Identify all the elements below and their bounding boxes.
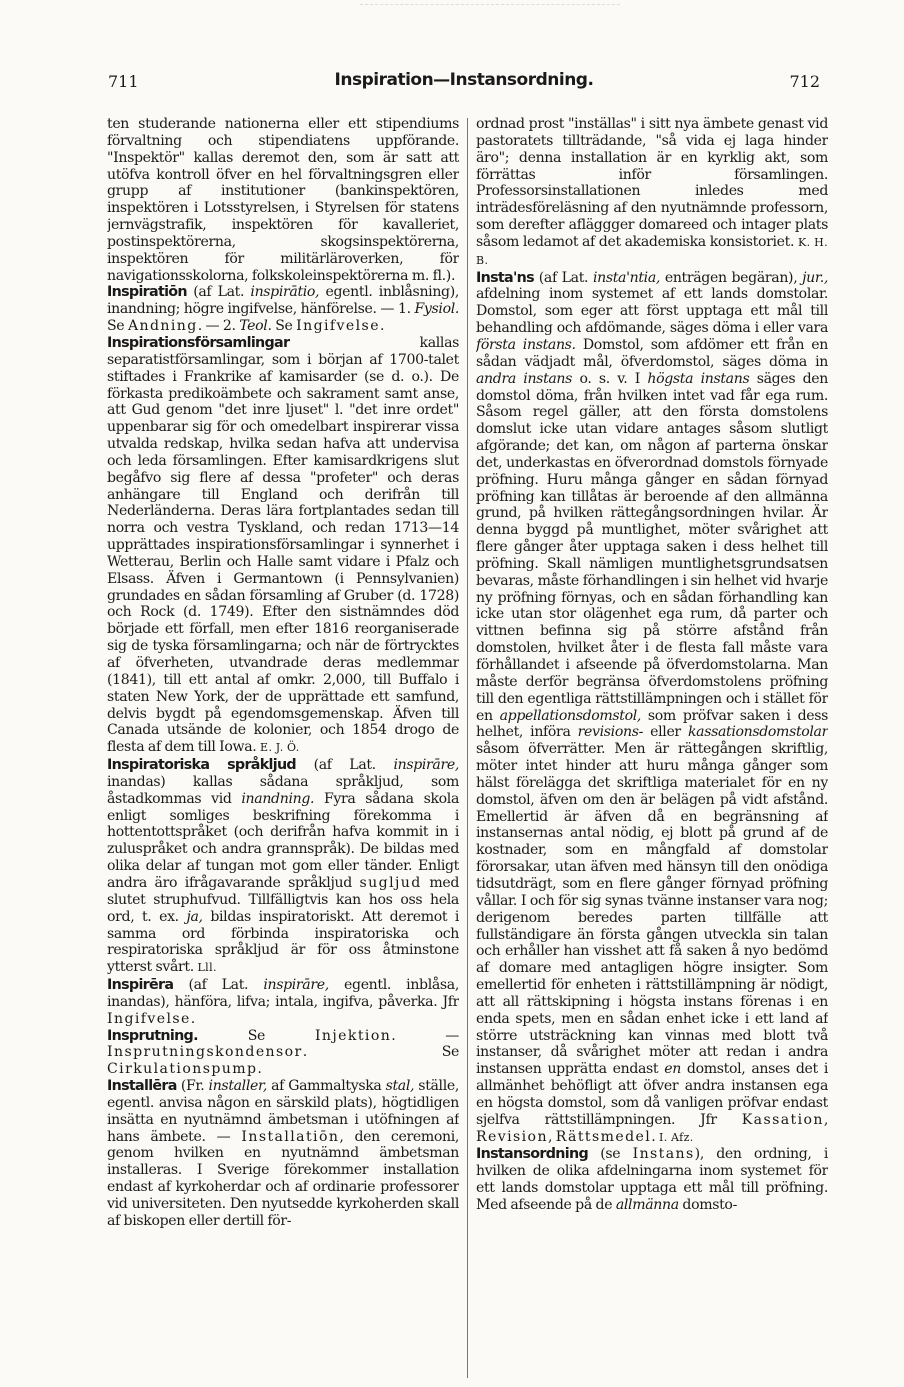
italic-term: inspirāre, bbox=[393, 757, 459, 774]
spaced-reference: sugljud bbox=[359, 874, 422, 891]
italic-term: insta'ntia, bbox=[592, 269, 661, 286]
spaced-reference: Rättsmedel bbox=[555, 1128, 652, 1145]
italic-term: allmänna bbox=[615, 1197, 679, 1213]
headword: Insta'ns bbox=[476, 269, 534, 286]
entry-inspirationsforsamlingar: Inspirationsförsamlingar kallas separatistförsamlingar, som i början af 1700-talet stiftades i Frankrike af kamisarder (se d. o.). De förkasta predikoämbete och sakrament samt anse, att Gud genom "det inre ljuset" l. "det inre ordet" uppenbarar sig för och omedelbart inspirerar vissa utvalda redskap, hvilka sedan hafva att undervisa och leda församlingen. Efter kamisardkrigens slut begåfvo sig flere af dessa "profeter" och deras anhängare till England och derifrån till Nederländerna. Deras lära fortplantades sedan till norra och vestra Tyskland, och redan 1713—14 upprättades inspirationsförsamlingar i synnerhet i Wetterau, Berlin och Halle samt vidare i Pfalz och Elsass. Äfven i Germantown (i Pennsylvanien) grundades en sådan församling af Gruber (d. 1728) och Rock (d. 1749). Efter den sistnämndes död började ett förfall, men efter 1816 reorganiserade sig de tyska församlingarna; och när de förtrycktes af öfverheten, utvandrade deras medlemmar (1841), till ett antal af omkr. 2,000, till Buffalo i staten New York, der de upprättade ett samfund, delvis bygdt på egendomsgemenskap. Äfven till Canada utsände de kolonier, och 1854 drogo de flesta af dem till Iowa. E. J. Ö. bbox=[107, 334, 459, 756]
page-number-left: 711 bbox=[108, 72, 139, 91]
italic-term: inandning. bbox=[241, 790, 315, 807]
italic-term: första instans. bbox=[476, 336, 576, 353]
author-signature: I. Afz. bbox=[658, 1130, 694, 1144]
entry-insprutning: Insprutning. Se Injektion. — Insprutningskondensor. Se Cirkulationspump. bbox=[107, 1027, 459, 1078]
italic-term: stal, bbox=[385, 1078, 415, 1095]
italic-term: andra instans bbox=[476, 370, 573, 387]
italic-term: appellationsdomstol, bbox=[499, 707, 642, 724]
italic-term: högsta instans bbox=[647, 370, 750, 387]
italic-term: jur., bbox=[802, 269, 828, 286]
headword: Inspirēra bbox=[107, 977, 174, 994]
italic-term: en bbox=[664, 1061, 681, 1078]
page-number-right: 712 bbox=[789, 72, 820, 91]
entry-continuation-inspektor: ten studerande nationerna eller ett stipendiums förvaltning och stipendiatens uppförande. "Inspektör" kallas deremot den, som är satt att utöfva kontroll öfver en hel förvaltningsgren eller grupp af institutioner (bankinspektören, inspektören i Lotsstyrelsen, i Styrelsen för statens jernvägstrafik, inspektören för kavalleriet, postinspektörerna, skogsinspektörerna, inspektören för militärläroverken, för navigationsskolorna, folkskoleinspektörerna m. fl.). bbox=[107, 116, 459, 284]
spaced-reference: Kassation bbox=[741, 1111, 824, 1128]
left-column bbox=[107, 116, 459, 1381]
entry-inspiratoriska-sprakljud: Inspiratoriska språkljud (af Lat. inspirāre, inandas) kallas sådana språkljud, som åstadkommas vid inandning. Fyra sådana skola enligt somliges beskrifning förekomma i hottentottspråket (och derifrån hafva kommit in i zuluspråket och andra grannspråk). De bildas med olika delar af tungan mot gom eller tänder. Enligt andra äro ifrågavarande språkljud sugljud med slutet struphufvud. Tillfälligtvis kan hos oss hela ord, t. ex. ja, bildas inspiratoriskt. Att deremot i samma ord förbinda inspiratoriska och respiratoriska språkljud är för oss åtminstone ytterst svårt. Lll. bbox=[107, 757, 459, 976]
spaced-reference: Installatiōn bbox=[241, 1128, 340, 1145]
headword: Instansordning bbox=[476, 1146, 588, 1163]
headword: Inspiratoriska språkljud bbox=[107, 757, 296, 774]
spaced-reference: Cirkulationspump bbox=[107, 1061, 258, 1078]
spaced-reference: Instans bbox=[632, 1146, 695, 1163]
headword: Insprutning. bbox=[107, 1027, 198, 1044]
running-title: Inspiration—Instansordning. bbox=[334, 70, 594, 90]
column-divider bbox=[467, 118, 468, 1378]
entry-inspiration: Inspiratiōn (af Lat. inspirātio, egentl. inblåsning), inandning; högre ingifvelse, hänförelse. — 1. Fysiol. Se Andning. — 2. Teol. Se Ingifvelse. bbox=[107, 284, 459, 335]
headword: Installēra bbox=[107, 1078, 177, 1095]
entry-instans: Insta'ns (af Lat. insta'ntia, enträgen begäran), jur., afdelning inom systemet af ett lands domstolar. Domstol, som eger att först upptaga ett mål till behandling och afdömande, säges döma i eller vara första instans. Domstol, som afdömer ett från en sådan vädjadt mål, öfverdomstol, säges döma in andra instans o. s. v. I högsta instans säges den domstol döma, från hvilken intet vad får ega rum. Såsom regel gäller, att den första domstolens domslut icke utan vidare antages såsom slutligt afgörande; det kan, om någon af parterna önskar det, underkastas en öfverordnad domstols förnyade pröfning. Huru många gånger en sådan förnyad pröfning kan tillåtas är beroende af den allmänna grund, på hvilken rättegångsordningen hvilar. Är denna byggd på muntlighet, möter svårighet att flere gånger åter upptaga saken i dess helhet till pröfning. Skall nämligen muntlighetsgrundsatsen bevaras, måste förhandlingen i sin helhet vid hvarje ny pröfning förnyas, och en sådan förhandling kan icke utan stor olägenhet ega rum, då parter och vittnen befinna sig på större afstånd från domstolen, hvilket åter i de flesta fall måste vara förhållandet i afseende på öfverdomstolarna. Man måste derför begränsa öfverdomstolens pröfning till den egentliga rättstillämpningen och i stället för en appellationsdomstol, som pröfvar saken i dess helhet, införa revisions- eller kassationsdomstolar såsom öfverrätter. Men är rättegången skriftlig, möter intet hinder att huru många gånger som hälst förelägga det skriftliga materialet för en ny domstol, äfven om den är belägen på vidt afstånd. Emellertid är äfven då en begränsning af instansernas antal nödig, ej blott på grund af de kostnader, som en mångfald af domstolar förorsakar, utan äfven med hänsyn till den onödiga tidsutdrägt, som en flere gånger förnyad pröfning vållar. I och för sig synas tvänne instanser vara nog; derigenom beredes parten tillfälle att fullständigare än första gången utveckla sin talan och erhåller han visshet att få saken å nyo bedömd af domare med antagligen högre insigter. Som emellertid för enheten i rättstillämpning är nödigt, att all rättskipning i högsta instans förenas i en enda spets, men en sådan enhet icke i ett land af större utsträckning kan vinnas med blott två instanser, då svårighet möter att redan i andra instansen upprätta endast en domstol, anses det i allmänhet behöfligt att öfver andra instansen ega en högsta domstol, som då vanligen pröfvar endast sjelfva rättstillämpningen. Jfr Kassation, Revision, Rättsmedel. I. Afz. bbox=[476, 269, 828, 1145]
author-signature: K. H. B. bbox=[476, 235, 828, 267]
italic-term: inspirātio, bbox=[250, 284, 320, 301]
spaced-reference: Revision bbox=[476, 1128, 548, 1145]
italic-term: Fysiol. bbox=[414, 301, 459, 318]
italic-term: kassationsdomstolar bbox=[687, 724, 828, 741]
spaced-reference: Ingifvelse bbox=[296, 318, 380, 335]
spaced-reference: Insprutningskondensor bbox=[107, 1044, 303, 1061]
entry-instansordning: Instansordning (se Instans), den ordning, i hvilken de olika afdelningarna inom systemet för ett lands domstolar upptaga ett mål till pröfning. Med afseende på de allmänna domsto- bbox=[476, 1146, 828, 1213]
headword: Inspirationsförsamlingar bbox=[107, 334, 290, 351]
italic-term: revisions- bbox=[577, 724, 643, 741]
italic-term: Teol. bbox=[239, 318, 272, 335]
right-column bbox=[476, 116, 828, 1381]
italic-term: inspirāre, bbox=[263, 977, 329, 994]
entry-continuation-installation: ordnad prost "inställas" i sitt nya ämbete genast vid pastoratets tillträdande, "så vida ej laga hinder äro"; denna installation är en kyrklig akt, som förrättas inför församlingen. Professorsinstallationen inledes med inträdesföreläsning af den nyutnämnde professorn, som derefter afläggger domareed och intager plats såsom ledamot af det akademiska konsistoriet. K. H. B. bbox=[476, 116, 828, 267]
author-signature: Lll. bbox=[197, 961, 217, 975]
spaced-reference: Injektion bbox=[314, 1027, 392, 1044]
page-top-smudge bbox=[360, 4, 620, 6]
spaced-reference: Andning bbox=[127, 318, 198, 335]
page-header bbox=[108, 72, 820, 102]
italic-term: installer, bbox=[208, 1078, 267, 1095]
spaced-reference: Ingifvelse bbox=[107, 1010, 191, 1027]
entry-inspirera: Inspirēra (af Lat. inspirāre, egentl. inblåsa, inandas), hänföra, lifva; intala, ingifva, påverka. Jfr Ingifvelse. bbox=[107, 977, 459, 1027]
author-signature: E. J. Ö. bbox=[260, 741, 300, 755]
italic-term: ja, bbox=[186, 908, 203, 925]
headword: Inspiratiōn bbox=[107, 284, 187, 301]
entry-installera: Installēra (Fr. installer, af Gammaltyska stal, ställe, egentl. anvisa någon en särskild plats), högtidligen insätta en nyutnämnd ämbetsman i utöfningen af hans ämbete. — Installatiōn, den ceremoni, genom hvilken en nyutnämnd ämbetsman installeras. I Sverige förekommer installation endast af kyrkoherdar och af ordinarie professorer vid universiteten. Den nyutsedde kyrkoherden skall af biskopen eller dertill för- bbox=[107, 1078, 459, 1229]
